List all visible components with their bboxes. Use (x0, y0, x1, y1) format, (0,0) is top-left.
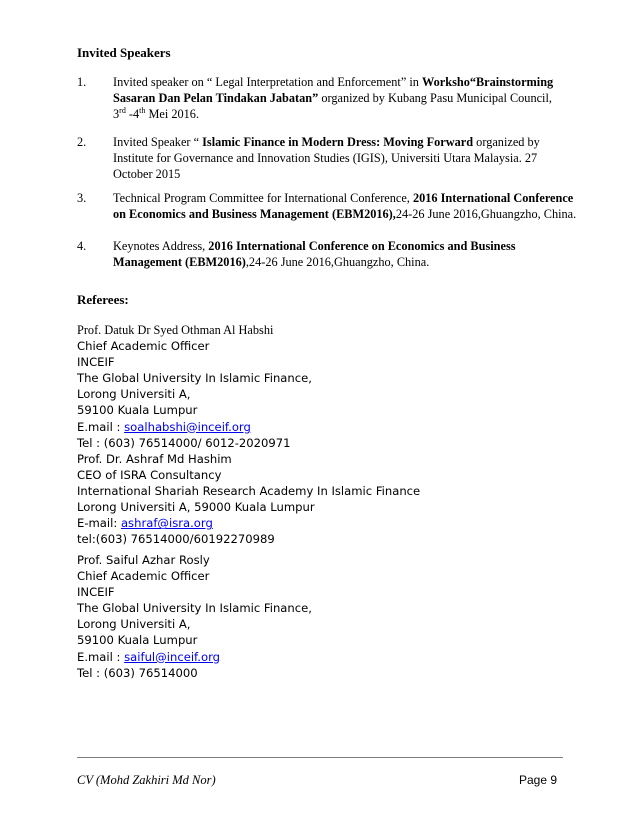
referee-line: Lorong Universiti A, (77, 387, 191, 402)
referee-1 (77, 322, 557, 451)
referee-line: Lorong Universiti A, 59000 Kuala Lumpur (77, 500, 315, 515)
email-label: E-mail: (77, 516, 121, 531)
item-number: 3. (77, 191, 87, 205)
item-bold-text: Worksho“Brainstorming Sasaran Dan Pelan Tindakan Jabatan” (113, 75, 554, 105)
invited-item-2 (77, 134, 577, 182)
invited-item-4 (77, 238, 577, 270)
referee-line: International Shariah Research Academy In Islamic Finance (77, 484, 421, 499)
item-bold-text: Islamic Finance in Modern Dress: Moving Forward (202, 135, 474, 149)
item-plain-text: organized by Institute for Governance and Innovation Studies (IGIS), Universiti Utara Malaysia. 27 October 2015 (113, 135, 540, 181)
item-plain-text: Invited speaker on “ Legal Interpretation and Enforcement” in (113, 75, 422, 89)
referee-2 (77, 451, 557, 548)
page-number: Page 9 (519, 773, 558, 787)
date-text: -4 (125, 107, 140, 121)
date-suffix: rd (119, 105, 126, 115)
referee-email-line (77, 419, 557, 435)
item-text (113, 238, 577, 270)
referee-line: The Global University In Islamic Finance, (77, 371, 312, 386)
date-text: Mei 2016. (145, 107, 200, 121)
referee-line: CEO of ISRA Consultancy (77, 468, 222, 483)
referee-line: 59100 Kuala Lumpur (77, 633, 198, 648)
item-plain-text: Invited Speaker “ (113, 135, 203, 149)
item-bold-text: 2016 International Conference on Economics and Business Management (EBM2016) (113, 239, 516, 269)
referee-line: Lorong Universiti A, (77, 617, 191, 632)
footer-cv-title: CV (Mohd Zakhiri Md Nor) (77, 773, 216, 787)
referee-tel: Tel : (603) 76514000/ 6012-2020971 (77, 435, 291, 450)
item-number: 1. (77, 75, 87, 89)
referee-name: Prof. Datuk Dr Syed Othman Al Habshi (77, 323, 274, 337)
referee-email-line (77, 515, 557, 531)
email-link[interactable]: saiful@inceif.org (124, 649, 220, 664)
referee-line: The Global University In Islamic Finance, (77, 601, 312, 616)
referee-3 (77, 552, 557, 681)
footer-divider (77, 757, 563, 758)
item-text (113, 190, 577, 222)
referee-name: Prof. Saiful Azhar Rosly (77, 553, 210, 567)
email-label: E.mail : (77, 419, 125, 434)
item-number: 4. (77, 239, 87, 253)
item-text (113, 74, 577, 122)
item-plain-text: organized by Kubang Pasu Municipal Council, (318, 91, 552, 105)
item-plain-text: Keynotes Address, (113, 239, 209, 253)
referee-tel: tel:(603) 76514000/60192270989 (77, 532, 275, 547)
item-text (113, 134, 577, 182)
referee-line: Chief Academic Officer (77, 339, 210, 354)
referee-line: INCEIF (77, 355, 115, 370)
email-link[interactable]: ashraf@isra.org (120, 516, 213, 531)
referees-heading: Referees: (77, 292, 129, 307)
item-bold-text: 2016 International Conference on Economics and Business Management (EBM2016), (113, 191, 574, 221)
invited-speakers-heading: Invited Speakers (77, 45, 171, 60)
referee-line: 59100 Kuala Lumpur (77, 403, 198, 418)
invited-item-3 (77, 190, 577, 222)
item-plain-text: Technical Program Committee for International Conference, (113, 191, 413, 205)
email-link[interactable]: soalhabshi@inceif.org (124, 419, 251, 434)
date-suffix: th (139, 105, 146, 115)
referee-line: INCEIF (77, 585, 115, 600)
item-plain-text: ,24-26 June 2016,Ghuangzho, China. (245, 255, 430, 269)
referee-tel: Tel : (603) 76514000 (77, 665, 198, 680)
item-number: 2. (77, 135, 87, 149)
referee-name: Prof. Dr. Ashraf Md Hashim (77, 452, 232, 466)
email-label: E.mail : (77, 649, 125, 664)
invited-item-1 (77, 74, 577, 122)
item-plain-text: 24-26 June 2016,Ghuangzho, China. (395, 207, 577, 221)
referee-line: Chief Academic Officer (77, 569, 210, 584)
date-text: 3 (113, 107, 120, 121)
referee-email-line (77, 649, 557, 665)
